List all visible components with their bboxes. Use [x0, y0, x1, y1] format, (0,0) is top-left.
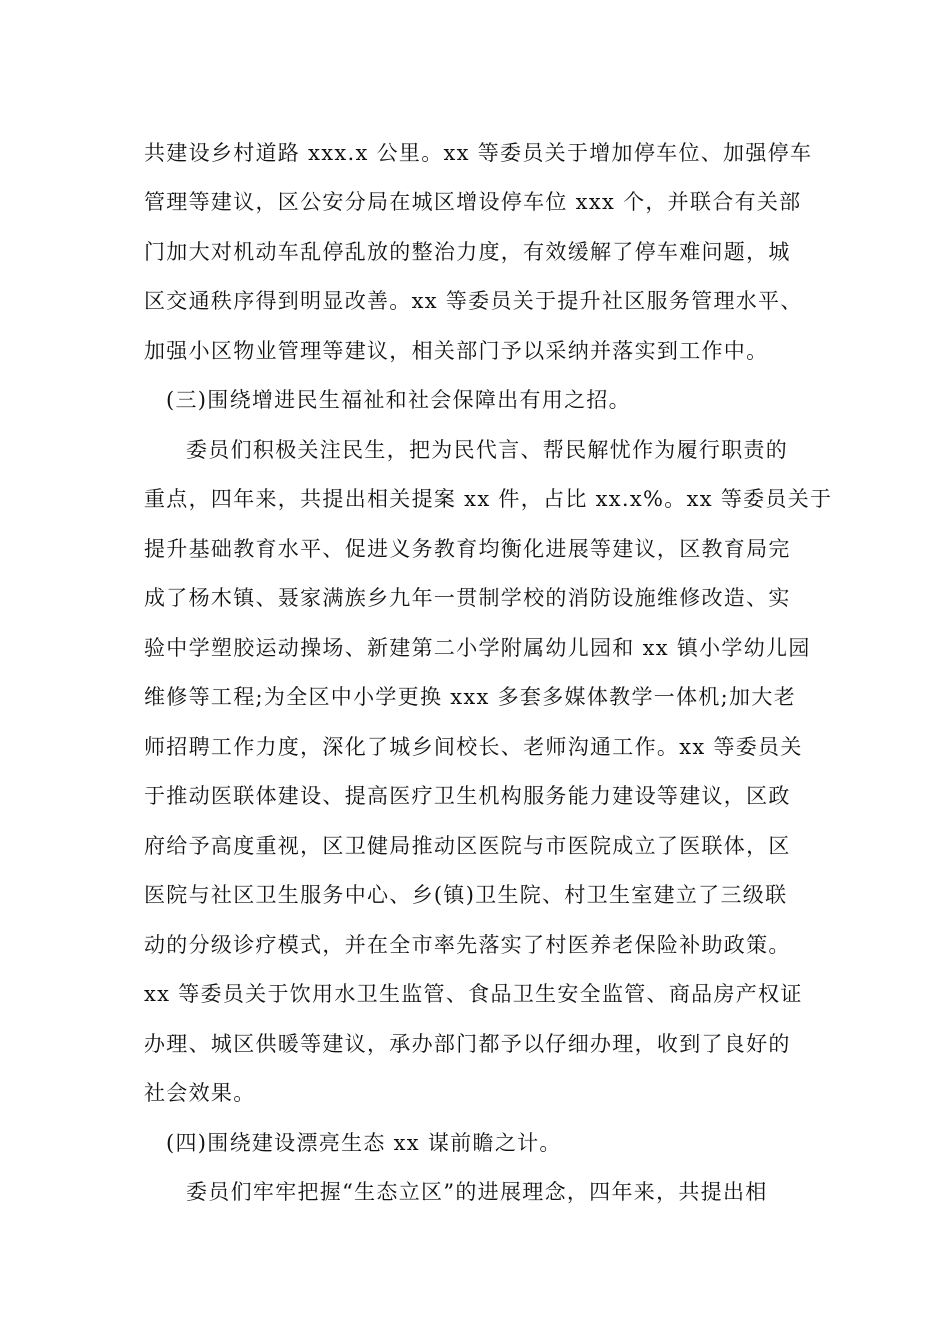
- text-line-10: 成了杨木镇、聂家满族乡九年一贯制学校的消防设施维修改造、实: [144, 586, 791, 610]
- section-heading-3: (三)围绕增进民生福祉和社会保障出有用之招。: [166, 388, 631, 412]
- text-line-12: 维修等工程;为全区中小学更换 xxx 多套多媒体教学一体机;加大老: [144, 685, 796, 709]
- text-line-8: 重点，四年来，共提出相关提案 xx 件，占比 xx.x%。xx 等委员关于: [144, 487, 833, 511]
- text-line-17: 动的分级诊疗模式，并在全市率先落实了村医养老保险补助政策。: [144, 933, 791, 957]
- text-line-9: 提升基础教育水平、促进义务教育均衡化进展等建议，区教育局完: [144, 537, 791, 561]
- text-line-14: 于推动医联体建设、提高医疗卫生机构服务能力建设等建议，区政: [144, 784, 791, 808]
- text-line-16: 医院与社区卫生服务中心、乡(镇)卫生院、村卫生室建立了三级联: [144, 883, 788, 907]
- text-line-11: 验中学塑胶运动操场、新建第二小学附属幼儿园和 xx 镇小学幼儿园: [144, 636, 811, 660]
- text-line-1: 共建设乡村道路 xxx.x 公里。xx 等委员关于增加停车位、加强停车: [144, 141, 813, 165]
- text-line-7: 委员们积极关注民生，把为民代言、帮民解忧作为履行职责的: [186, 438, 789, 462]
- section-heading-4: (四)围绕建设漂亮生态 xx 谋前瞻之计。: [166, 1131, 562, 1155]
- text-line-3: 门加大对机动车乱停乱放的整治力度，有效缓解了停车难问题，城: [144, 240, 791, 264]
- text-line-18: xx 等委员关于饮用水卫生监管、食品卫生安全监管、商品房产权证: [144, 982, 803, 1006]
- text-line-22: 委员们牢牢把握“生态立区”的进展理念，四年来，共提出相: [186, 1180, 768, 1204]
- text-line-5: 加强小区物业管理等建议，相关部门予以采纳并落实到工作中。: [144, 339, 769, 363]
- text-line-19: 办理、城区供暖等建议，承办部门都予以仔细办理，收到了良好的: [144, 1032, 791, 1056]
- text-line-2: 管理等建议，区公安分局在城区增设停车位 xxx 个，并联合有关部: [144, 190, 802, 214]
- text-line-20: 社会效果。: [144, 1081, 256, 1105]
- text-line-15: 府给予高度重视，区卫健局推动区医院与市医院成立了医联体，区: [144, 834, 791, 858]
- text-line-4: 区交通秩序得到明显改善。xx 等委员关于提升社区服务管理水平、: [144, 289, 803, 313]
- text-line-13: 师招聘工作力度，深化了城乡间校长、老师沟通工作。xx 等委员关: [144, 735, 803, 759]
